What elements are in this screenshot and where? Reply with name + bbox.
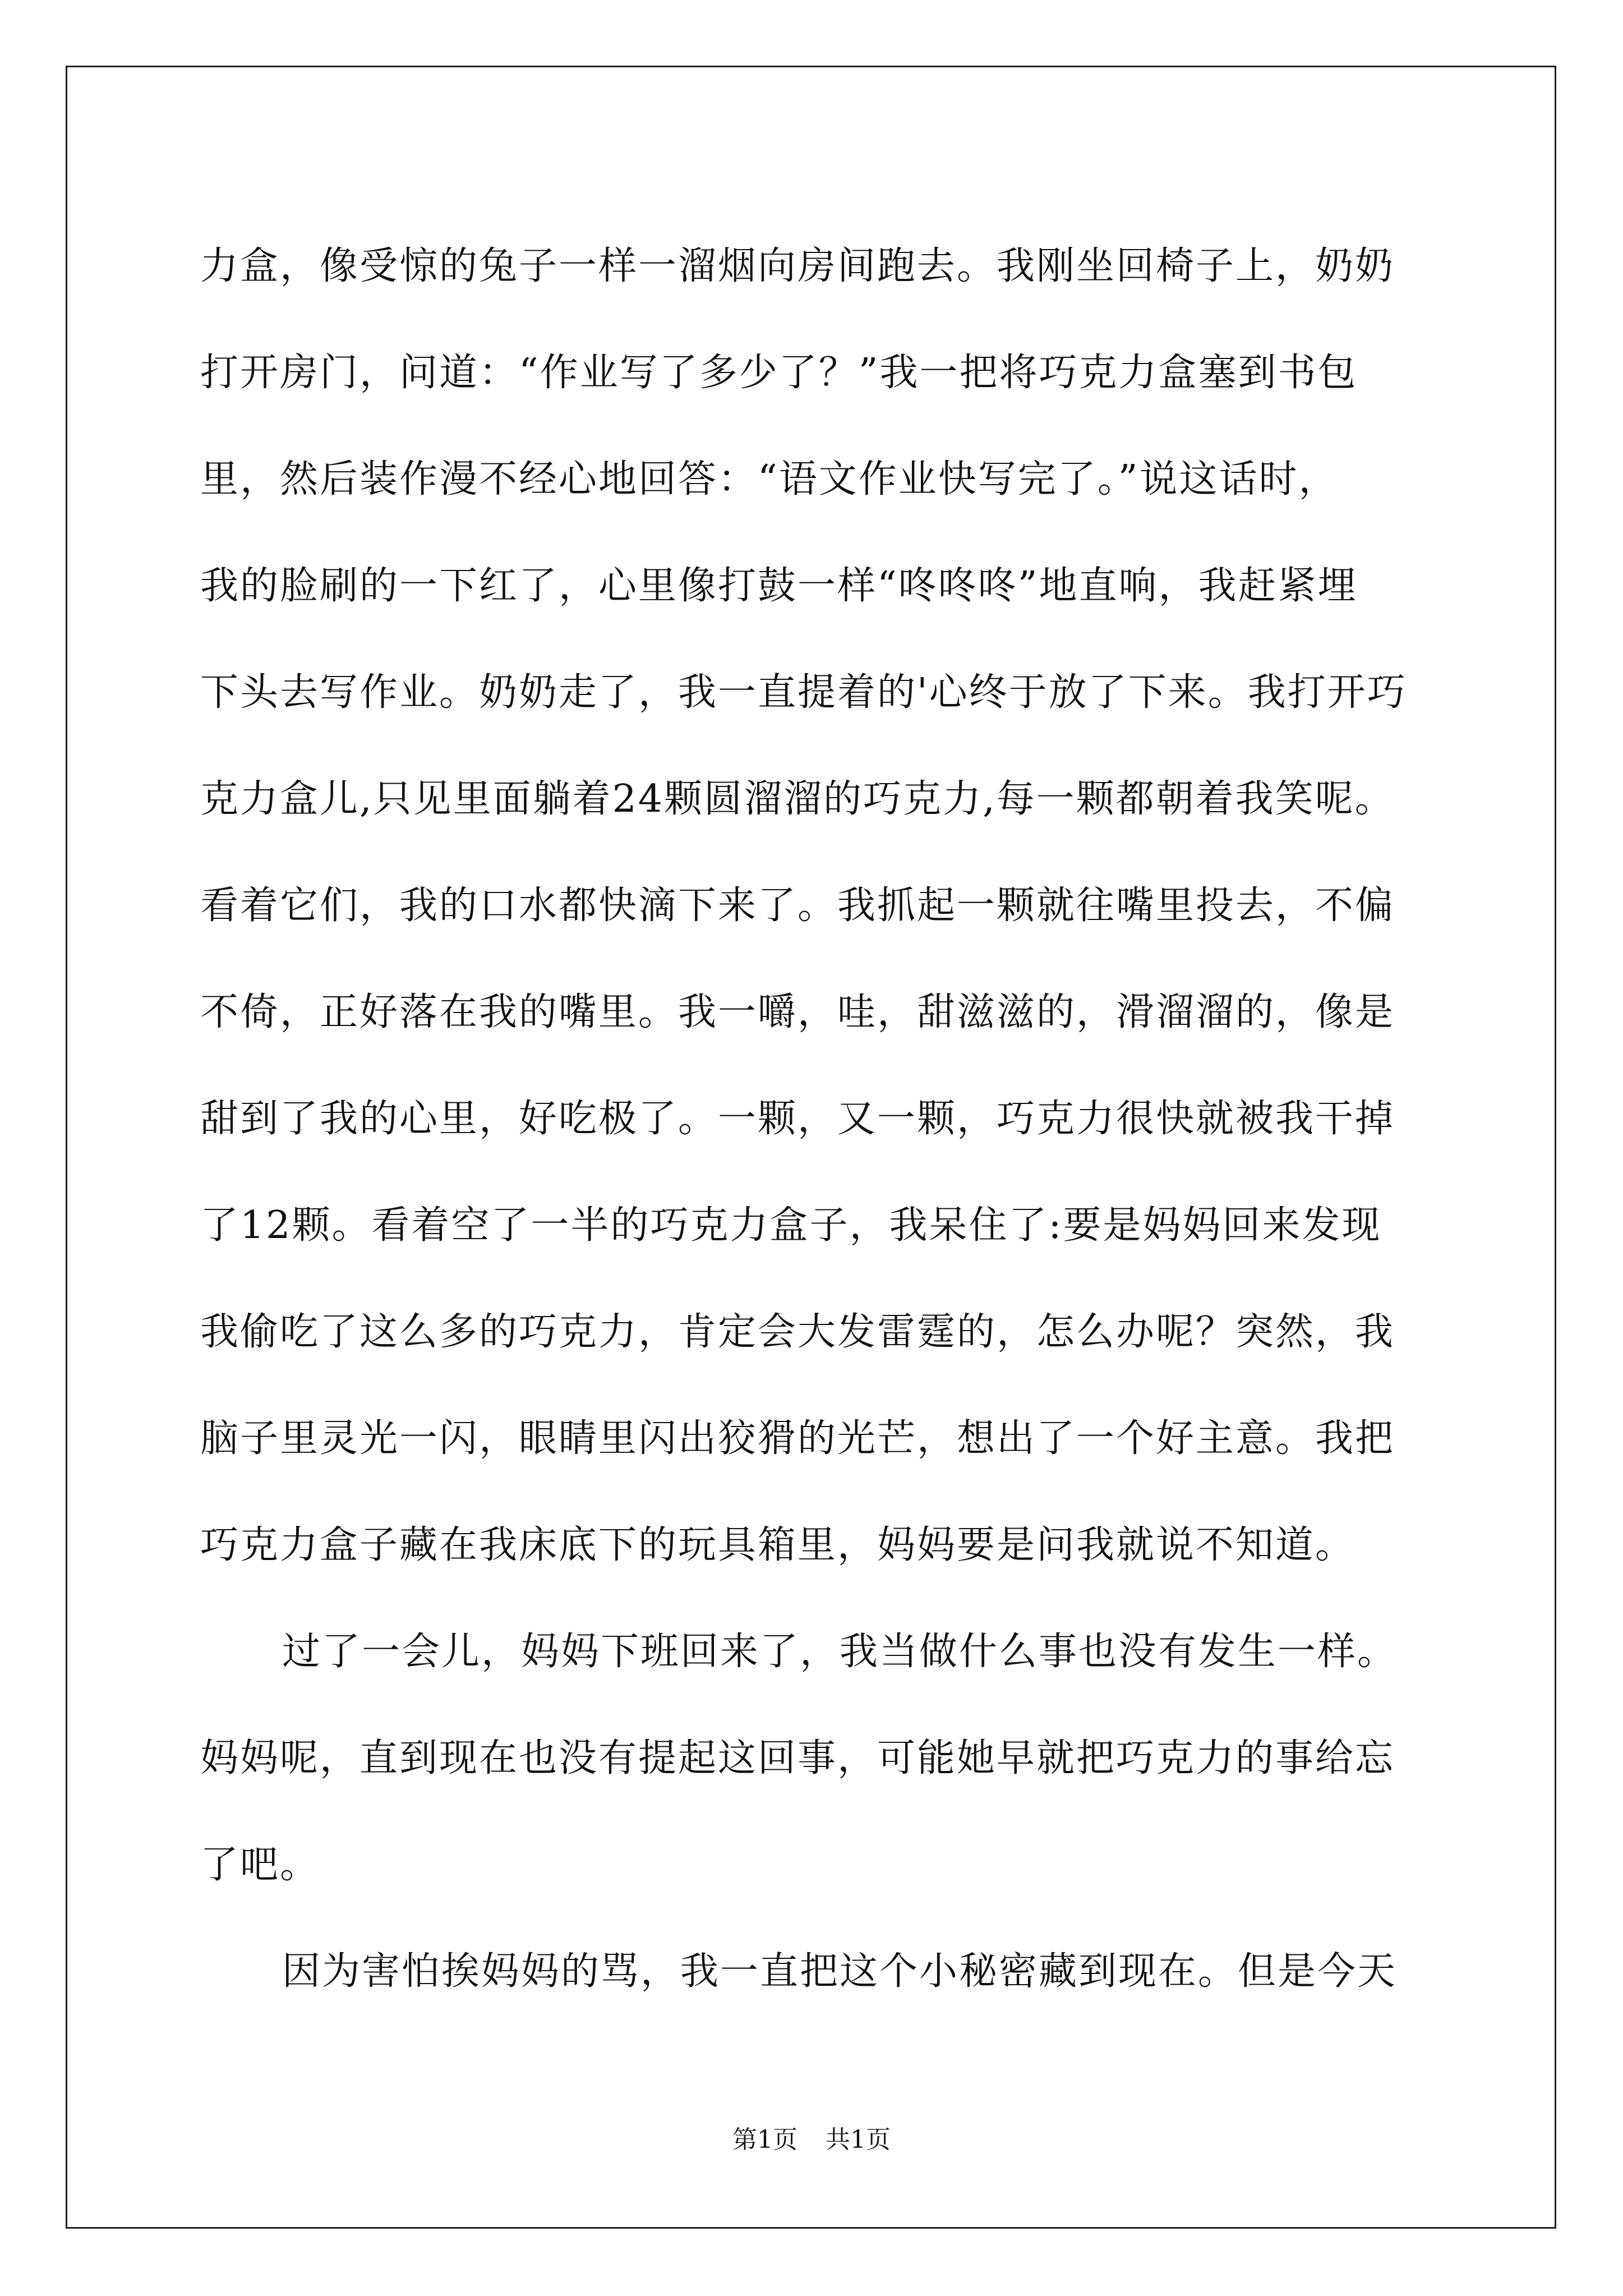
document-body <box>200 213 1423 2025</box>
page-number: 第1页 <box>732 2125 797 2154</box>
paragraph-start-line: 过了一会儿，妈妈下班回来了，我当做什么事也没有发生一样。 <box>282 1630 1398 1674</box>
text-line: 下头去写作业。奶奶走了，我一直提着的'心终于放了下来。我打开巧 <box>200 670 1407 715</box>
page-total: 共1页 <box>826 2125 891 2154</box>
text-line: 巧克力盒子藏在我床底下的玩具箱里，妈妈要是问我就说不知道。 <box>200 1523 1355 1567</box>
text-line: 了12颗。看着空了一半的巧克力盒子，我呆住了:要是妈妈回来发现 <box>200 1203 1382 1248</box>
text-line: 脑子里灵光一闪，眼睛里闪出狡猾的光芒，想出了一个好主意。我把 <box>200 1416 1395 1461</box>
text-line: 克力盒儿,只见里面躺着24颗圆溜溜的巧克力,每一颗都朝着我笑呢。 <box>200 777 1395 821</box>
text-line: 妈妈呢，直到现在也没有提起这回事，可能她早就把巧克力的事给忘 <box>200 1736 1395 1780</box>
text-line: 力盒，像受惊的兔子一样一溜烟向房间跑去。我刚坐回椅子上，奶奶 <box>200 244 1395 288</box>
text-line: 里，然后装作漫不经心地回答：“语文作业快写完了。”说这话时， <box>200 457 1339 501</box>
paragraph-start-line: 因为害怕挨妈妈的骂，我一直把这个小秘密藏到现在。但是今天 <box>282 1949 1398 1994</box>
text-line: 我的脸刷的一下红了，心里像打鼓一样“咚咚咚”地直响，我赶紧埋 <box>200 564 1358 608</box>
text-line: 甜到了我的心里，好吃极了。一颗，又一颗，巧克力很快就被我干掉 <box>200 1097 1395 1141</box>
text-line: 打开房门，问道：“作业写了多少了？”我一把将巧克力盒塞到书包 <box>200 351 1358 395</box>
text-line: 看着它们，我的口水都快滴下来了。我抓起一颗就往嘴里投去，不偏 <box>200 884 1395 928</box>
page-footer <box>0 2123 1623 2157</box>
text-line: 了吧。 <box>200 1843 320 1887</box>
text-line: 不倚，正好落在我的嘴里。我一嚼，哇，甜滋滋的，滑溜溜的，像是 <box>200 990 1395 1034</box>
text-line: 我偷吃了这么多的巧克力，肯定会大发雷霆的，怎么办呢？突然，我 <box>200 1310 1395 1354</box>
